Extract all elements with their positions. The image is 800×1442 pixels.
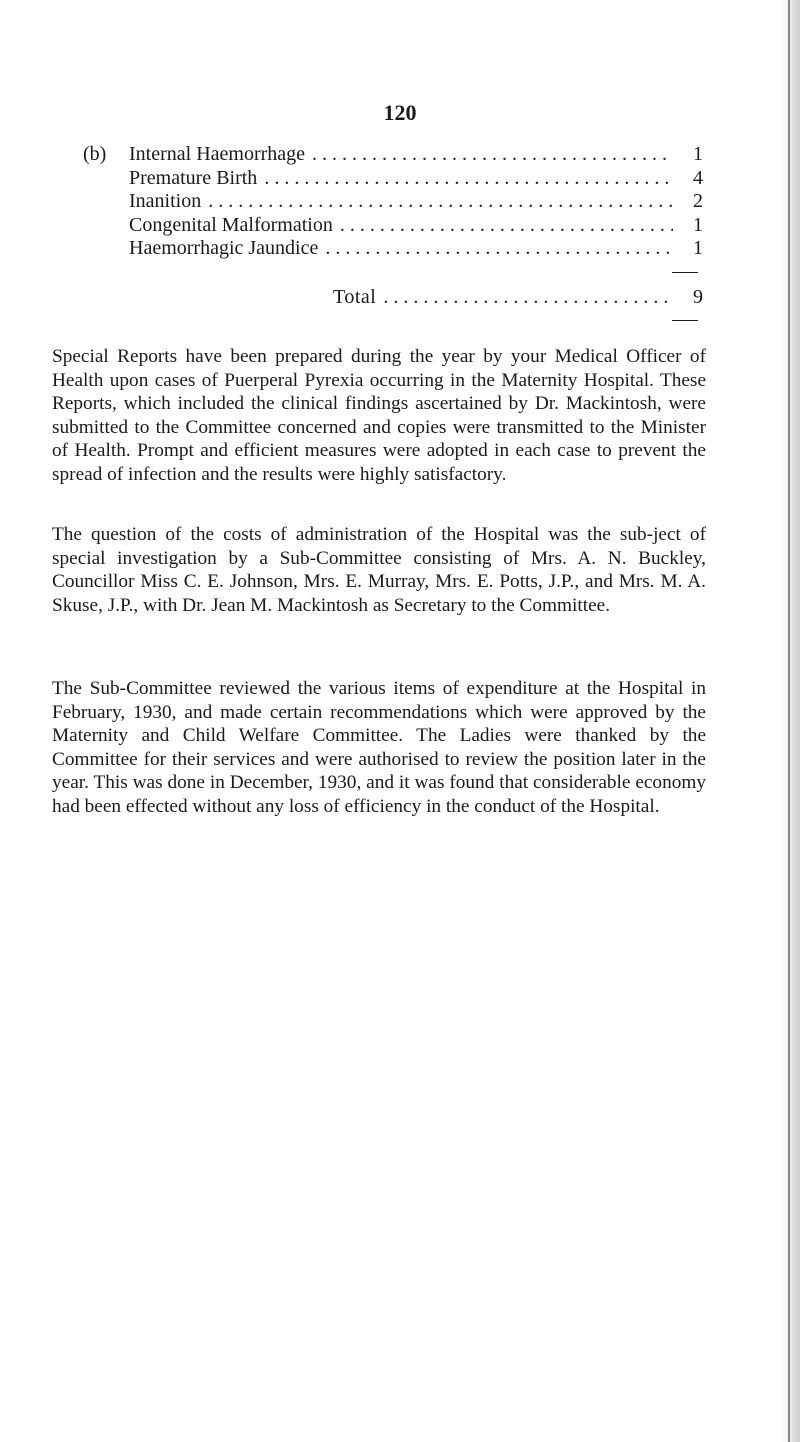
- cause-label: Haemorrhagic Jaundice: [129, 237, 319, 259]
- sum-rule-top: [672, 272, 698, 273]
- total-value: 9: [693, 286, 703, 308]
- cause-label: Inanition: [129, 190, 202, 212]
- list-item: [83, 214, 703, 238]
- list-item: [83, 237, 703, 261]
- cause-label: Internal Haemorrhage: [129, 143, 306, 165]
- cause-label: Premature Birth: [129, 166, 258, 189]
- cause-count: 1: [693, 213, 703, 236]
- total-label: Total: [333, 286, 377, 308]
- list-item: [83, 167, 703, 191]
- page-edge-line: [788, 0, 790, 1442]
- paragraph-expenditure-review: The Sub-Committee reviewed the various items of expenditure at the Hospital in February, 1930, and made certain recommendations which were approved by the Maternity and Child Welfare Committee. The Ladies were thanked by the Committee for their services and were authorised to review the position later in the year. This was done in December, 1930, and it was found that considerable economy had been effected without any loss of efficiency in the conduct of the Hospital.: [52, 678, 706, 817]
- cause-count: 1: [693, 237, 703, 259]
- cause-count: 4: [693, 166, 703, 189]
- list-marker: (b): [83, 143, 107, 165]
- causes-list: [83, 143, 703, 261]
- page-edge-shadow: [780, 0, 800, 1442]
- list-item: [83, 190, 703, 214]
- list-item: [83, 143, 703, 167]
- sum-rule-bottom: [672, 320, 698, 321]
- cause-count: 1: [693, 143, 703, 165]
- total-row: [333, 285, 703, 309]
- cause-count: 2: [693, 190, 703, 212]
- paragraph-puerperal-pyrexia: Special Reports have been prepared during the year by your Medical Officer of Health upon cases of Puerperal Pyrexia occurring in the Maternity Hospital. These Reports, which included the clinical findings ascertained by Dr. Mackintosh, were submitted to the Committee concerned and copies were transmitted to the Minister of Health. Prompt and efficient measures were adopted in each case to prevent the spread of infection and the results were highly satisfactory.: [52, 346, 706, 485]
- paragraph-sub-committee: The question of the costs of administration of the Hospital was the sub-ject of special investigation by a Sub-Committee consisting of Mrs. A. N. Buckley, Councillor Miss C. E. Johnson, Mrs. E. Murray, Mrs. E. Potts, J.P., and Mrs. M. A. Skuse, J.P., with Dr. Jean M. Mackintosh as Secretary to the Committee.: [52, 524, 706, 616]
- cause-label: Congenital Malformation: [129, 213, 333, 236]
- page-number: 120: [383, 100, 417, 125]
